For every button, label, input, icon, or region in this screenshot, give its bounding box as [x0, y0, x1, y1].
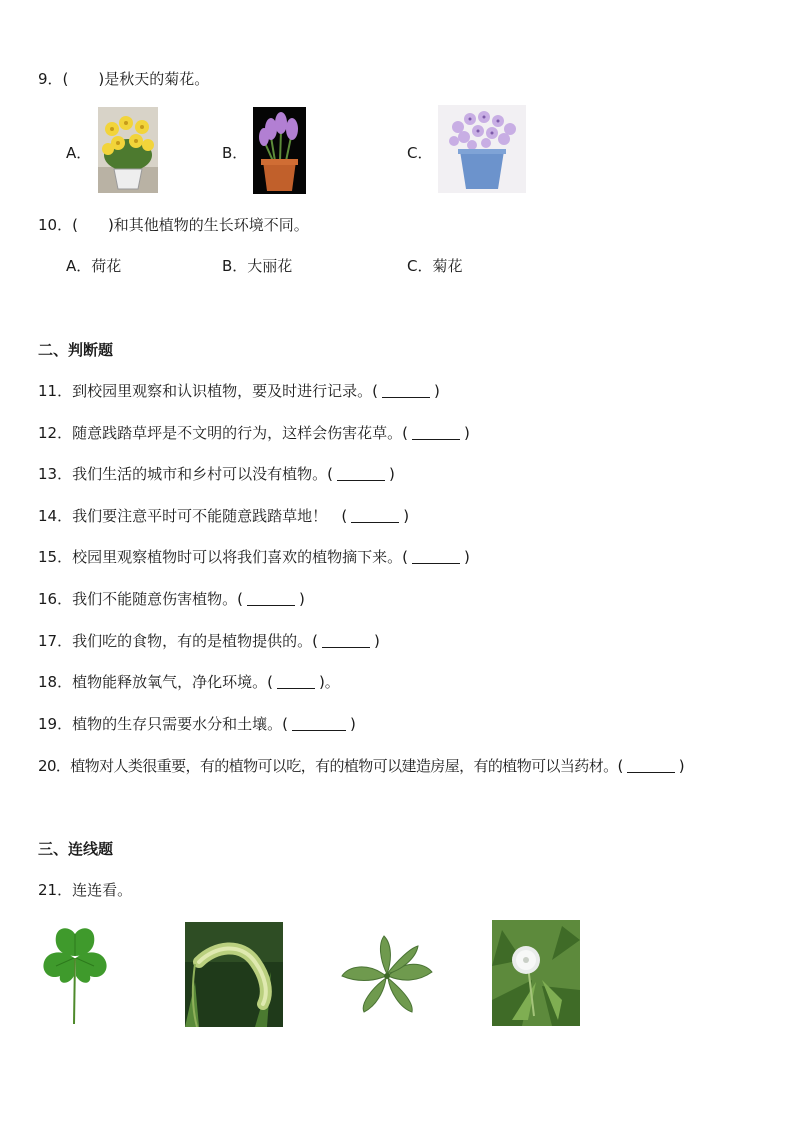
- judge-question-13: [38, 464, 395, 484]
- judge-question-17: [38, 631, 380, 651]
- answer-blank[interactable]: [337, 468, 385, 481]
- question-end: ): [433, 382, 440, 400]
- question-end: ): [463, 424, 470, 442]
- judge-question-16: [38, 589, 305, 609]
- judge-question-14: [38, 506, 409, 526]
- question-stem: 14．我们要注意平时可不能随意践踏草地！ (: [38, 507, 348, 525]
- answer-blank[interactable]: [412, 427, 460, 440]
- question-stem: 15．校园里观察植物时可以将我们喜欢的植物摘下来。(: [38, 548, 408, 566]
- answer-blank[interactable]: [277, 676, 315, 689]
- question-stem: 16．我们不能随意伤害植物。(: [38, 590, 243, 608]
- question-end: ): [349, 715, 356, 733]
- question-end: ): [403, 507, 410, 525]
- answer-blank[interactable]: [292, 718, 346, 731]
- question-stem: 20．植物对人类很重要，有的植物可以吃，有的植物可以建造房屋，有的植物可以当药材。(: [38, 757, 623, 775]
- answer-blank[interactable]: [247, 593, 295, 606]
- question-end: ): [298, 590, 305, 608]
- q9-option-c-label: C．: [407, 144, 433, 162]
- answer-blank[interactable]: [412, 551, 460, 564]
- section-heading-matching: 三、连线题: [38, 840, 114, 858]
- answer-blank[interactable]: [627, 760, 675, 773]
- q10-option-a: A．荷花: [66, 257, 122, 275]
- question-end: ): [463, 548, 470, 566]
- question-end: ): [373, 632, 380, 650]
- question-stem: 11．到校园里观察和认识植物，要及时进行记录。(: [38, 382, 378, 400]
- question-stem: 19．植物的生存只需要水分和土壤。(: [38, 715, 288, 733]
- q9-option-b-label: B．: [222, 144, 248, 162]
- clover-image: [42, 920, 108, 1026]
- judge-question-12: [38, 423, 470, 443]
- question-9: 9．( )是秋天的菊花。: [38, 70, 210, 88]
- section-heading-judgement: 二、判断题: [38, 341, 114, 359]
- q9-option-a-label: A．: [66, 144, 92, 162]
- question-end: ): [678, 757, 685, 775]
- question-end: )。: [318, 673, 340, 691]
- question-stem: 12．随意践踏草坪是不文明的行为，这样会伤害花草。(: [38, 424, 408, 442]
- judge-question-11: [38, 381, 440, 401]
- question-10: 10．( )和其他植物的生长环境不同。: [38, 216, 309, 234]
- answer-blank[interactable]: [351, 510, 399, 523]
- chrysanthemum-pot-image: [98, 107, 158, 193]
- crocus-pot-image: [253, 107, 306, 194]
- answer-blank[interactable]: [382, 385, 430, 398]
- answer-blank[interactable]: [322, 635, 370, 648]
- dandelion-image: [492, 920, 580, 1026]
- question-stem: 13．我们生活的城市和乡村可以没有植物。(: [38, 465, 333, 483]
- judge-question-20: [38, 756, 684, 776]
- q10-option-b: B．大丽花: [222, 257, 293, 275]
- foxtail-grass-image: [185, 922, 283, 1027]
- rosette-plant-image: [338, 932, 436, 1014]
- q10-option-c: C．菊花: [407, 257, 463, 275]
- question-end: ): [388, 465, 395, 483]
- judge-question-18: [38, 672, 340, 692]
- question-stem: 18．植物能释放氧气，净化环境。(: [38, 673, 273, 691]
- purple-flowers-pot-image: [438, 105, 526, 193]
- question-21: 21．连连看。: [38, 881, 133, 899]
- judge-question-15: [38, 547, 470, 567]
- judge-question-19: [38, 714, 356, 734]
- question-stem: 17．我们吃的食物，有的是植物提供的。(: [38, 632, 318, 650]
